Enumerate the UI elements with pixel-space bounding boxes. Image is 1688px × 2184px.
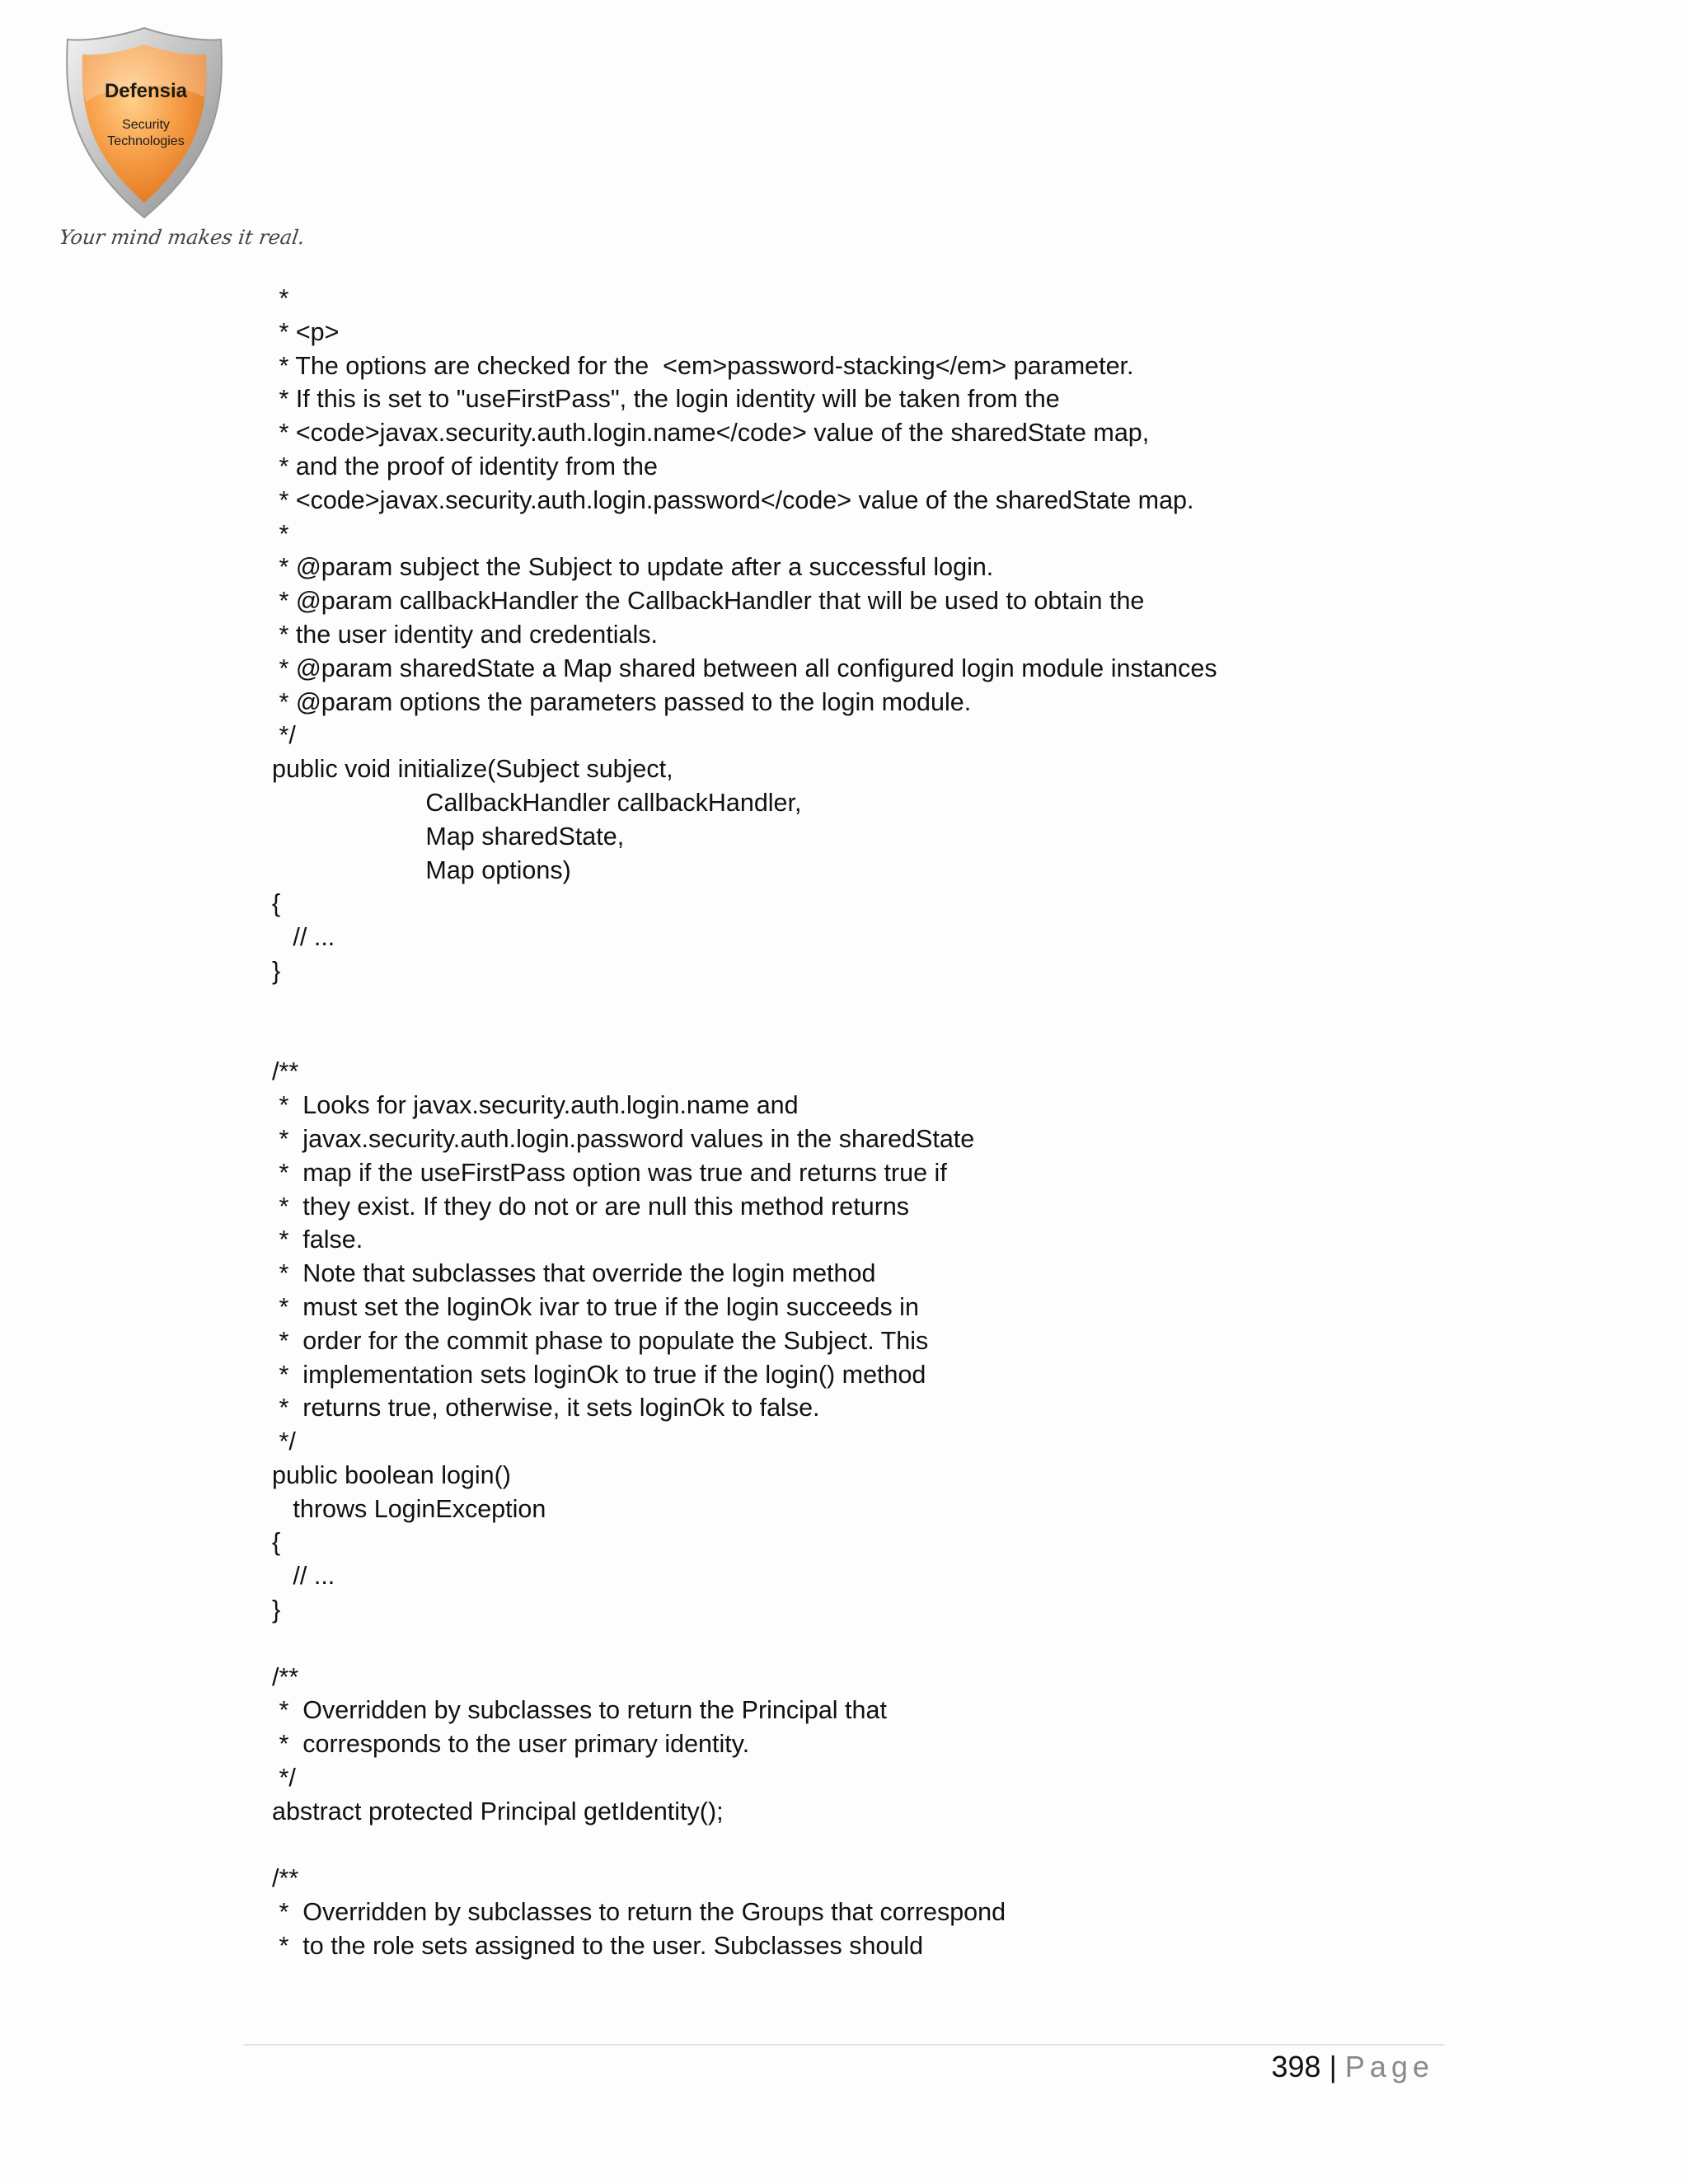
logo-line-1: Security bbox=[122, 118, 170, 132]
code-block-get-role-sets bbox=[272, 1862, 1574, 1962]
code-block-login bbox=[272, 1055, 1574, 1627]
code-line: Map sharedState, bbox=[272, 822, 625, 851]
code-line: * javax.security.auth.login.password values in the sharedState bbox=[272, 1124, 975, 1153]
code-line: * @param sharedState a Map shared between all configured login module instances bbox=[272, 654, 1217, 682]
code-line: } bbox=[272, 1596, 281, 1624]
code-line: * order for the commit phase to populate the Subject. This bbox=[272, 1326, 929, 1355]
code-line: * Looks for javax.security.auth.login.name and bbox=[272, 1091, 799, 1120]
code-line: * Overridden by subclasses to return the Principal that bbox=[272, 1696, 887, 1725]
logo-line-2: Technologies bbox=[107, 134, 185, 148]
code-line: * <p> bbox=[272, 317, 340, 346]
code-line: * the user identity and credentials. bbox=[272, 620, 658, 649]
code-line: * to the role sets assigned to the user. Subclasses should bbox=[272, 1932, 924, 1961]
code-line: * @param callbackHandler the CallbackHandler that will be used to obtain the bbox=[272, 587, 1145, 616]
code-line: { bbox=[272, 1528, 281, 1557]
code-line: */ bbox=[272, 1764, 296, 1793]
code-line: Map options) bbox=[272, 855, 571, 884]
code-line: * false. bbox=[272, 1226, 363, 1254]
page-separator: | bbox=[1320, 2050, 1345, 2083]
code-line: * returns true, otherwise, it sets loginOk to false. bbox=[272, 1394, 820, 1422]
code-block-initialize bbox=[272, 282, 1574, 988]
code-line: * implementation sets loginOk to true if the login() method bbox=[272, 1360, 926, 1389]
shield-icon bbox=[49, 23, 239, 229]
code-line: * @param subject the Subject to update after a successful login. bbox=[272, 553, 994, 582]
code-line: /** bbox=[272, 1662, 299, 1691]
code-line: { bbox=[272, 889, 281, 918]
logo-title: Defensia bbox=[104, 80, 188, 102]
code-line: * <code>javax.security.auth.login.password</code> value of the sharedState map. bbox=[272, 485, 1194, 514]
code-block-get-identity bbox=[272, 1661, 1574, 1829]
code-line: * @param options the parameters passed to the login module. bbox=[272, 687, 972, 716]
code-line: * Note that subclasses that override the login method bbox=[272, 1259, 876, 1288]
code-line: * bbox=[272, 284, 289, 312]
code-line: throws LoginException bbox=[272, 1494, 546, 1523]
page-number: 398 bbox=[1271, 2050, 1321, 2083]
code-line: /** bbox=[272, 1864, 299, 1893]
code-listing bbox=[272, 282, 1574, 1963]
code-line: * Overridden by subclasses to return the Groups that correspond bbox=[272, 1898, 1006, 1927]
code-line: * and the proof of identity from the bbox=[272, 452, 658, 480]
logo-tagline: Your mind makes it real. bbox=[58, 226, 307, 249]
code-line: // ... bbox=[272, 1562, 335, 1591]
code-line: * The options are checked for the <em>password-stacking</em> parameter. bbox=[272, 351, 1134, 380]
code-line: * must set the loginOk ivar to true if the login succeeds in bbox=[272, 1292, 919, 1321]
code-line: /** bbox=[272, 1057, 299, 1086]
code-line: abstract protected Principal getIdentity(); bbox=[272, 1797, 724, 1825]
code-line: * If this is set to "useFirstPass", the login identity will be taken from the bbox=[272, 385, 1060, 414]
code-line: * map if the useFirstPass option was true and returns true if bbox=[272, 1158, 947, 1187]
code-line: public void initialize(Subject subject, bbox=[272, 755, 673, 784]
code-line: public boolean login() bbox=[272, 1460, 511, 1489]
code-line: */ bbox=[272, 721, 296, 750]
code-line: * bbox=[272, 519, 289, 548]
code-line: * corresponds to the user primary identity. bbox=[272, 1730, 750, 1759]
page-footer bbox=[1271, 2049, 1434, 2085]
code-line: // ... bbox=[272, 923, 335, 952]
code-line: * <code>javax.security.auth.login.name</code> value of the sharedState map, bbox=[272, 419, 1150, 448]
code-line: */ bbox=[272, 1427, 296, 1456]
code-line: CallbackHandler callbackHandler, bbox=[272, 788, 802, 817]
footer-divider bbox=[244, 2044, 1444, 2046]
code-line: * they exist. If they do not or are null this method returns bbox=[272, 1192, 910, 1221]
code-line: } bbox=[272, 956, 281, 985]
page-label: Page bbox=[1344, 2050, 1434, 2083]
